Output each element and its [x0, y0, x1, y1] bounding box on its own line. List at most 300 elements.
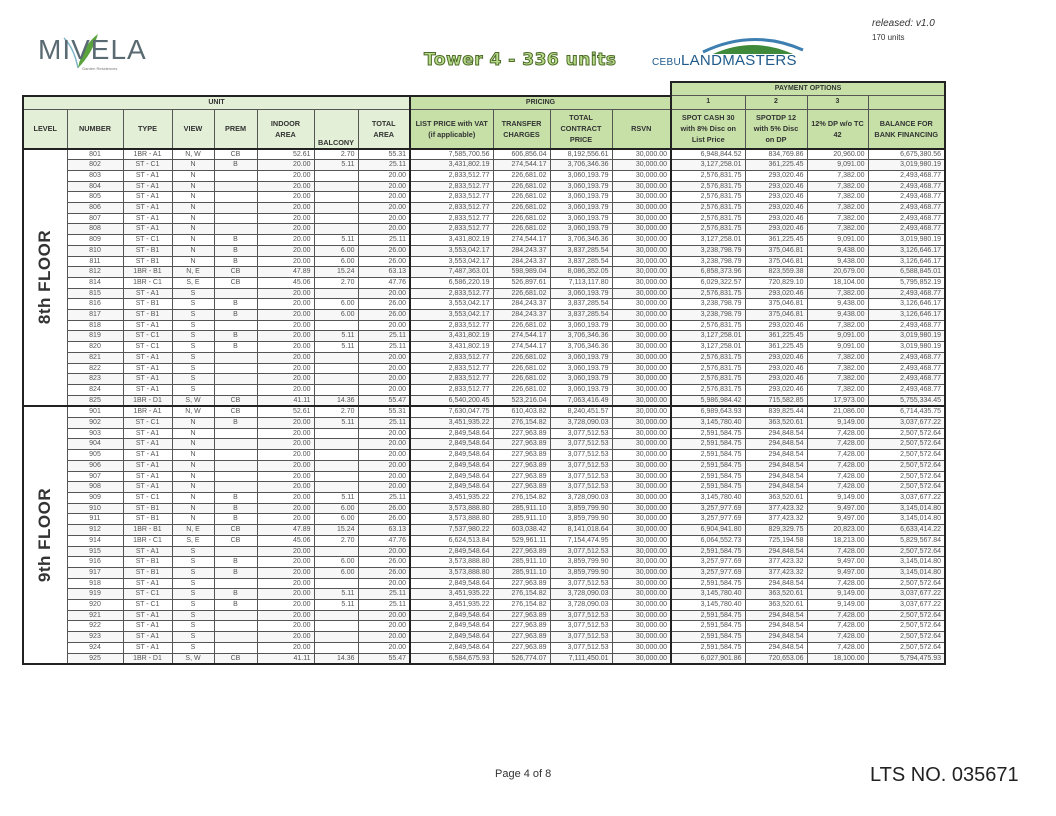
indoor-area: 47.89	[257, 267, 314, 278]
spot-dp: 839,825.44	[745, 406, 807, 417]
unit-prem	[214, 363, 257, 374]
unit-number: 922	[67, 621, 123, 632]
twelve-pct-dp: 9,091.00	[807, 342, 868, 353]
rsvn: 30,000.00	[612, 428, 671, 439]
balcony	[314, 192, 358, 203]
total-area: 20.00	[358, 632, 410, 643]
list-price: 2,849,548.64	[410, 428, 493, 439]
unit-view: N	[172, 471, 214, 482]
total-contract-price: 3,060,193.79	[550, 352, 612, 363]
unit-prem	[214, 632, 257, 643]
balcony	[314, 546, 358, 557]
balance-bank: 5,755,334.45	[868, 395, 945, 406]
twelve-pct-dp: 7,382.00	[807, 384, 868, 395]
total-contract-price: 7,113,117.80	[550, 277, 612, 288]
unit-view: N	[172, 170, 214, 181]
transfer-charges: 226,681.02	[493, 213, 550, 224]
col-view: VIEW	[172, 109, 214, 149]
twelve-pct-dp: 9,497.00	[807, 567, 868, 578]
twelve-pct-dp: 7,382.00	[807, 203, 868, 214]
unit-number: 909	[67, 493, 123, 504]
total-contract-price: 3,706,346.36	[550, 235, 612, 246]
spot-cash: 2,576,831.75	[671, 288, 745, 299]
list-price: 2,833,512.77	[410, 203, 493, 214]
spot-dp: 363,520.61	[745, 589, 807, 600]
balcony	[314, 632, 358, 643]
balance-bank: 5,794,475.93	[868, 653, 945, 664]
lts-number: LTS NO. 035671	[870, 764, 1019, 786]
table-row	[23, 439, 945, 450]
indoor-area: 47.89	[257, 525, 314, 536]
unit-view: N	[172, 224, 214, 235]
list-price: 2,849,548.64	[410, 621, 493, 632]
balance-bank: 3,145,014.80	[868, 514, 945, 525]
spot-cash: 2,576,831.75	[671, 192, 745, 203]
unit-view: N	[172, 192, 214, 203]
transfer-charges: 227,963.89	[493, 546, 550, 557]
rsvn: 30,000.00	[612, 267, 671, 278]
balcony: 2.70	[314, 277, 358, 288]
table-row	[23, 535, 945, 546]
indoor-area: 20.00	[257, 320, 314, 331]
total-area: 20.00	[358, 213, 410, 224]
transfer-charges: 523,216.04	[493, 395, 550, 406]
unit-view: S	[172, 331, 214, 342]
transfer-charges: 274,544.17	[493, 331, 550, 342]
spot-cash: 3,127,258.01	[671, 342, 745, 353]
unit-view: S	[172, 621, 214, 632]
transfer-charges: 227,963.89	[493, 578, 550, 589]
twelve-pct-dp: 9,438.00	[807, 299, 868, 310]
rsvn: 30,000.00	[612, 245, 671, 256]
unit-prem	[214, 450, 257, 461]
balance-bank: 2,493,468.77	[868, 320, 945, 331]
mivela-logo	[38, 28, 147, 72]
total-contract-price: 3,060,193.79	[550, 363, 612, 374]
rsvn: 30,000.00	[612, 192, 671, 203]
unit-number: 919	[67, 589, 123, 600]
rsvn: 30,000.00	[612, 277, 671, 288]
unit-type: 1BR - B1	[123, 525, 172, 536]
unit-prem	[214, 352, 257, 363]
total-area: 20.00	[358, 642, 410, 653]
balance-bank: 2,493,468.77	[868, 288, 945, 299]
total-area: 26.00	[358, 557, 410, 568]
unit-type: ST - A1	[123, 181, 172, 192]
transfer-charges: 227,963.89	[493, 460, 550, 471]
unit-view: S	[172, 557, 214, 568]
unit-number: 812	[67, 267, 123, 278]
balcony: 6.00	[314, 245, 358, 256]
col-list-price: LIST PRICE with VAT (if applicable)	[410, 109, 493, 149]
table-row	[23, 363, 945, 374]
twelve-pct-dp: 7,382.00	[807, 363, 868, 374]
unit-type: ST - B1	[123, 245, 172, 256]
list-price: 6,584,675.93	[410, 653, 493, 664]
unit-number: 925	[67, 653, 123, 664]
table-row	[23, 482, 945, 493]
unit-prem: B	[214, 503, 257, 514]
twelve-pct-dp: 7,428.00	[807, 578, 868, 589]
balance-bank: 2,507,572.64	[868, 471, 945, 482]
balance-bank: 2,507,572.64	[868, 439, 945, 450]
balance-bank: 2,493,468.77	[868, 181, 945, 192]
unit-type: ST - C1	[123, 493, 172, 504]
total-contract-price: 3,077,512.53	[550, 439, 612, 450]
balance-bank: 3,037,677.22	[868, 418, 945, 429]
spot-cash: 3,127,258.01	[671, 235, 745, 246]
twelve-pct-dp: 7,428.00	[807, 439, 868, 450]
unit-type: ST - C1	[123, 342, 172, 353]
unit-type: 1BR - D1	[123, 395, 172, 406]
list-price: 3,431,802.19	[410, 342, 493, 353]
table-row	[23, 245, 945, 256]
twelve-pct-dp: 7,382.00	[807, 181, 868, 192]
twelve-pct-dp: 18,213.00	[807, 535, 868, 546]
spot-dp: 294,848.54	[745, 546, 807, 557]
indoor-area: 20.00	[257, 288, 314, 299]
indoor-area: 20.00	[257, 342, 314, 353]
spot-dp: 829,329.75	[745, 525, 807, 536]
unit-view: S	[172, 288, 214, 299]
total-contract-price: 3,060,193.79	[550, 384, 612, 395]
balcony: 14.36	[314, 653, 358, 664]
total-contract-price: 3,837,285.54	[550, 299, 612, 310]
list-price: 6,624,513.84	[410, 535, 493, 546]
spot-dp: 294,848.54	[745, 642, 807, 653]
unit-type: 1BR - A1	[123, 149, 172, 160]
unit-number: 825	[67, 395, 123, 406]
spot-cash: 6,989,643.93	[671, 406, 745, 417]
unit-view: N	[172, 245, 214, 256]
balance-bank: 3,126,646.17	[868, 245, 945, 256]
unit-number: 904	[67, 439, 123, 450]
twelve-pct-dp: 9,091.00	[807, 235, 868, 246]
unit-number: 912	[67, 525, 123, 536]
total-area: 25.11	[358, 600, 410, 611]
table-row	[23, 493, 945, 504]
unit-prem: CB	[214, 395, 257, 406]
unit-prem	[214, 482, 257, 493]
indoor-area: 20.00	[257, 450, 314, 461]
unit-prem	[214, 471, 257, 482]
transfer-charges: 285,911.10	[493, 514, 550, 525]
balance-bank: 2,493,468.77	[868, 224, 945, 235]
table-row	[23, 342, 945, 353]
rsvn: 30,000.00	[612, 406, 671, 417]
balcony	[314, 384, 358, 395]
unit-type: ST - C1	[123, 600, 172, 611]
spot-dp: 377,423.32	[745, 557, 807, 568]
balance-bank: 2,507,572.64	[868, 621, 945, 632]
list-price: 2,833,512.77	[410, 288, 493, 299]
total-contract-price: 3,837,285.54	[550, 256, 612, 267]
list-price: 2,833,512.77	[410, 374, 493, 385]
total-area: 20.00	[358, 320, 410, 331]
list-price: 3,573,888.80	[410, 567, 493, 578]
transfer-charges: 227,963.89	[493, 632, 550, 643]
balance-bank: 5,795,852.19	[868, 277, 945, 288]
transfer-charges: 227,963.89	[493, 621, 550, 632]
total-area: 25.11	[358, 235, 410, 246]
unit-group-header: UNIT	[23, 96, 410, 110]
balcony	[314, 203, 358, 214]
indoor-area: 20.00	[257, 621, 314, 632]
spot-dp: 294,848.54	[745, 428, 807, 439]
indoor-area: 20.00	[257, 557, 314, 568]
balance-bank: 2,507,572.64	[868, 578, 945, 589]
unit-view: S, E	[172, 277, 214, 288]
balcony	[314, 224, 358, 235]
list-price: 2,849,548.64	[410, 460, 493, 471]
floor-label-cell	[23, 149, 67, 407]
indoor-area: 20.00	[257, 439, 314, 450]
list-price: 2,849,548.64	[410, 471, 493, 482]
floor-label: 9th FLOOR	[35, 488, 55, 583]
balcony: 6.00	[314, 514, 358, 525]
total-area: 20.00	[358, 460, 410, 471]
spot-dp: 823,559.38	[745, 267, 807, 278]
spot-dp: 294,848.54	[745, 610, 807, 621]
rsvn: 30,000.00	[612, 503, 671, 514]
pricing-group-header: PRICING	[410, 96, 671, 110]
spot-dp: 293,020.46	[745, 224, 807, 235]
unit-prem: B	[214, 557, 257, 568]
total-contract-price: 3,837,285.54	[550, 245, 612, 256]
twelve-pct-dp: 9,149.00	[807, 589, 868, 600]
unit-prem: B	[214, 299, 257, 310]
unit-type: ST - A1	[123, 384, 172, 395]
balance-bank: 2,493,468.77	[868, 170, 945, 181]
balcony: 14.36	[314, 395, 358, 406]
indoor-area: 20.00	[257, 213, 314, 224]
balcony: 2.70	[314, 149, 358, 160]
page-number: Page 4 of 8	[495, 768, 552, 780]
unit-number: 901	[67, 406, 123, 417]
spot-cash: 2,591,584.75	[671, 642, 745, 653]
table-row	[23, 406, 945, 417]
unit-prem: B	[214, 256, 257, 267]
total-contract-price: 3,060,193.79	[550, 203, 612, 214]
unit-prem	[214, 384, 257, 395]
total-area: 20.00	[358, 471, 410, 482]
indoor-area: 20.00	[257, 503, 314, 514]
unit-type: ST - A1	[123, 450, 172, 461]
balance-bank: 2,493,468.77	[868, 192, 945, 203]
rsvn: 30,000.00	[612, 384, 671, 395]
spot-cash: 3,257,977.69	[671, 567, 745, 578]
spot-cash: 2,576,831.75	[671, 170, 745, 181]
total-area: 26.00	[358, 299, 410, 310]
indoor-area: 20.00	[257, 589, 314, 600]
unit-number: 902	[67, 418, 123, 429]
balcony: 5.11	[314, 589, 358, 600]
indoor-area: 20.00	[257, 600, 314, 611]
rsvn: 30,000.00	[612, 460, 671, 471]
indoor-area: 20.00	[257, 482, 314, 493]
list-price: 3,451,935.22	[410, 600, 493, 611]
list-price: 7,487,363.01	[410, 267, 493, 278]
indoor-area: 20.00	[257, 514, 314, 525]
unit-number: 911	[67, 514, 123, 525]
unit-view: S	[172, 642, 214, 653]
transfer-charges: 606,856.04	[493, 149, 550, 160]
col-spot-dp: SPOTDP 12 with 5% Disc on DP	[745, 109, 807, 149]
unit-number: 915	[67, 546, 123, 557]
indoor-area: 20.00	[257, 352, 314, 363]
spot-dp: 375,046.81	[745, 256, 807, 267]
total-contract-price: 3,060,193.79	[550, 213, 612, 224]
unit-view: S	[172, 363, 214, 374]
spot-dp: 725,194.58	[745, 535, 807, 546]
unit-number: 918	[67, 578, 123, 589]
table-row	[23, 471, 945, 482]
unit-prem	[214, 460, 257, 471]
spot-dp: 293,020.46	[745, 213, 807, 224]
indoor-area: 20.00	[257, 610, 314, 621]
total-area: 20.00	[358, 439, 410, 450]
unit-prem: CB	[214, 525, 257, 536]
spot-cash: 3,127,258.01	[671, 160, 745, 171]
rsvn: 30,000.00	[612, 256, 671, 267]
spot-dp: 294,848.54	[745, 621, 807, 632]
balance-bank: 2,493,468.77	[868, 352, 945, 363]
spot-dp: 294,848.54	[745, 578, 807, 589]
spot-dp: 293,020.46	[745, 288, 807, 299]
unit-number: 820	[67, 342, 123, 353]
indoor-area: 20.00	[257, 374, 314, 385]
unit-number: 803	[67, 170, 123, 181]
transfer-charges: 529,961.11	[493, 535, 550, 546]
rsvn: 30,000.00	[612, 149, 671, 160]
total-area: 20.00	[358, 621, 410, 632]
table-row	[23, 632, 945, 643]
balance-bank: 3,019,980.19	[868, 331, 945, 342]
rsvn: 30,000.00	[612, 567, 671, 578]
total-contract-price: 3,706,346.36	[550, 331, 612, 342]
unit-prem	[214, 192, 257, 203]
unit-type: 1BR - A1	[123, 406, 172, 417]
twelve-pct-dp: 7,428.00	[807, 482, 868, 493]
unit-number: 914	[67, 535, 123, 546]
twelve-pct-dp: 18,100.00	[807, 653, 868, 664]
indoor-area: 20.00	[257, 546, 314, 557]
total-contract-price: 3,077,512.53	[550, 471, 612, 482]
unit-type: ST - A1	[123, 621, 172, 632]
unit-number: 905	[67, 450, 123, 461]
list-price: 7,585,700.56	[410, 149, 493, 160]
list-price: 2,849,548.64	[410, 439, 493, 450]
transfer-charges: 284,243.37	[493, 299, 550, 310]
total-area: 25.11	[358, 418, 410, 429]
transfer-charges: 526,897.61	[493, 277, 550, 288]
balcony	[314, 460, 358, 471]
balcony: 5.11	[314, 418, 358, 429]
table-row	[23, 277, 945, 288]
indoor-area: 20.00	[257, 471, 314, 482]
total-area: 20.00	[358, 181, 410, 192]
table-row	[23, 525, 945, 536]
unit-type: ST - A1	[123, 192, 172, 203]
unit-prem: B	[214, 589, 257, 600]
balance-bank: 2,493,468.77	[868, 203, 945, 214]
unit-view: S	[172, 384, 214, 395]
list-price: 2,833,512.77	[410, 213, 493, 224]
total-contract-price: 3,706,346.36	[550, 160, 612, 171]
list-price: 3,573,888.80	[410, 503, 493, 514]
total-area: 20.00	[358, 224, 410, 235]
indoor-area: 52.61	[257, 406, 314, 417]
table-row	[23, 600, 945, 611]
twelve-pct-dp: 9,438.00	[807, 256, 868, 267]
unit-number: 802	[67, 160, 123, 171]
spot-cash: 2,591,584.75	[671, 578, 745, 589]
total-contract-price: 3,060,193.79	[550, 181, 612, 192]
unit-prem: B	[214, 493, 257, 504]
unit-number: 807	[67, 213, 123, 224]
spot-cash: 2,576,831.75	[671, 203, 745, 214]
indoor-area: 20.00	[257, 578, 314, 589]
table-row	[23, 460, 945, 471]
twelve-pct-dp: 7,382.00	[807, 288, 868, 299]
total-contract-price: 3,060,193.79	[550, 224, 612, 235]
unit-type: ST - B1	[123, 299, 172, 310]
total-area: 55.47	[358, 395, 410, 406]
balance-bank: 3,037,677.22	[868, 493, 945, 504]
col-spot-cash: SPOT CASH 30 with 8% Disc on List Price	[671, 109, 745, 149]
balcony	[314, 578, 358, 589]
spot-cash: 6,948,844.52	[671, 149, 745, 160]
twelve-pct-dp: 20,823.00	[807, 525, 868, 536]
indoor-area: 20.00	[257, 224, 314, 235]
total-contract-price: 7,111,450.01	[550, 653, 612, 664]
twelve-pct-dp: 7,428.00	[807, 460, 868, 471]
unit-view: S	[172, 589, 214, 600]
unit-type: ST - B1	[123, 256, 172, 267]
spot-dp: 293,020.46	[745, 374, 807, 385]
col-12pct-dp: 12% DP w/o TC 42	[807, 109, 868, 149]
unit-view: S	[172, 310, 214, 321]
transfer-charges: 276,154.82	[493, 600, 550, 611]
unit-number: 801	[67, 149, 123, 160]
list-price: 2,849,548.64	[410, 546, 493, 557]
unit-prem: B	[214, 418, 257, 429]
page-title: Tower 4 - 336 units	[424, 50, 617, 70]
balcony	[314, 181, 358, 192]
unit-view: S	[172, 320, 214, 331]
balance-bank: 6,675,380.56	[868, 149, 945, 160]
rsvn: 30,000.00	[612, 288, 671, 299]
twelve-pct-dp: 9,497.00	[807, 557, 868, 568]
twelve-pct-dp: 9,438.00	[807, 245, 868, 256]
unit-view: N	[172, 460, 214, 471]
spot-dp: 377,423.32	[745, 503, 807, 514]
spot-cash: 6,904,941.80	[671, 525, 745, 536]
indoor-area: 41.11	[257, 653, 314, 664]
rsvn: 30,000.00	[612, 493, 671, 504]
table-row	[23, 192, 945, 203]
total-contract-price: 8,240,451.57	[550, 406, 612, 417]
table-row	[23, 450, 945, 461]
unit-prem	[214, 374, 257, 385]
list-price: 7,630,047.75	[410, 406, 493, 417]
list-price: 2,833,512.77	[410, 192, 493, 203]
rsvn: 30,000.00	[612, 418, 671, 429]
table-row	[23, 288, 945, 299]
balcony: 5.11	[314, 331, 358, 342]
balcony	[314, 482, 358, 493]
indoor-area: 52.61	[257, 149, 314, 160]
